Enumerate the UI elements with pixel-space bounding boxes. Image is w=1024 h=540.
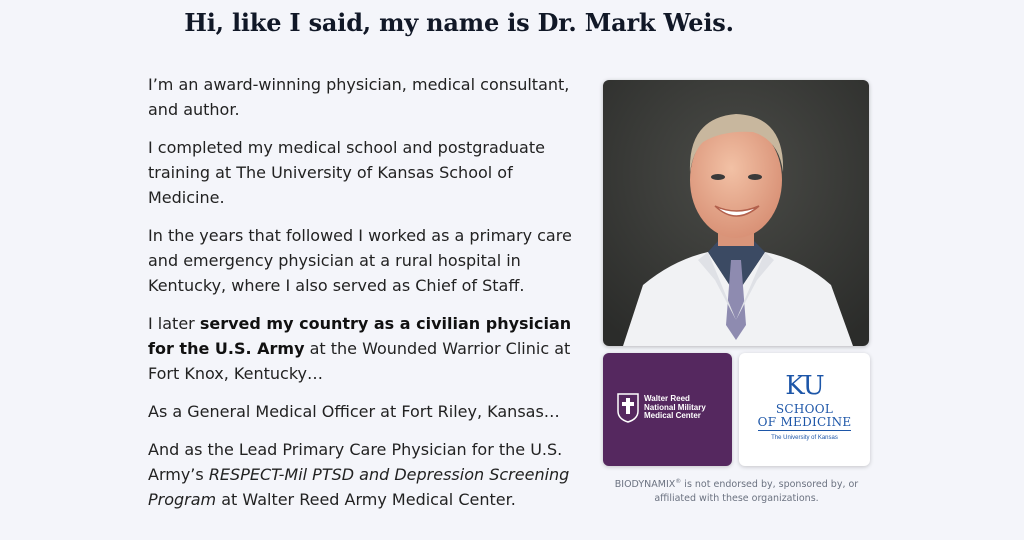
bio-paragraph bbox=[148, 437, 578, 512]
bio-paragraph bbox=[148, 72, 578, 122]
bio-text-span: In the years that followed I worked as a primary care and emergency physician at a rural hospital in Kentucky, where I also served as Chief of Staff. bbox=[148, 226, 572, 295]
walter-reed-text bbox=[644, 395, 724, 421]
registered-mark: ® bbox=[675, 478, 682, 485]
bio-text-span: And as the Lead Primary Care Physician for the U.S. Army’s bbox=[148, 440, 563, 484]
ku-school-text bbox=[739, 403, 870, 431]
disclaimer-body: is not endorsed by, sponsored by, or affiliated with these organizations. bbox=[654, 479, 859, 505]
bio-text bbox=[148, 72, 578, 525]
bio-paragraph bbox=[148, 311, 578, 386]
logo-text-line: Walter Reed bbox=[644, 394, 690, 404]
portrait-illustration bbox=[603, 80, 869, 346]
bio-text-span: at Walter Reed Army Medical Center. bbox=[216, 490, 516, 509]
bio-paragraph bbox=[148, 135, 578, 210]
bio-text-span: at the Wounded Warrior Clinic at Fort Knox, Kentucky… bbox=[148, 339, 571, 383]
bio-paragraph bbox=[148, 223, 578, 298]
logo-text-line: OF MEDICINE bbox=[757, 415, 852, 429]
shield-cross-icon bbox=[617, 393, 639, 423]
brand-name: BIODYNAMIX bbox=[614, 479, 676, 491]
bio-text-span: As a General Medical Officer at Fort Riley, Kansas… bbox=[148, 402, 560, 421]
logo-text-line: National Military bbox=[644, 402, 706, 412]
logo-text-line: SCHOOL bbox=[775, 402, 834, 416]
walter-reed-logo bbox=[603, 353, 732, 466]
page-title: Hi, like I said, my name is Dr. Mark Weis. bbox=[184, 8, 734, 37]
doctor-portrait bbox=[603, 80, 869, 346]
ku-university-text: The University of Kansas bbox=[771, 435, 838, 441]
disclaimer-text bbox=[603, 475, 870, 506]
bio-text-span: I’m an award-winning physician, medical consultant, and author. bbox=[148, 75, 570, 119]
bio-text-span: I completed my medical school and postgraduate training at The University of Kansas School of Medicine. bbox=[148, 138, 545, 207]
bio-text-span: I later bbox=[148, 314, 200, 333]
bio-paragraph bbox=[148, 399, 578, 424]
ku-mark: KU bbox=[785, 371, 824, 401]
program-name: RESPECT-Mil PTSD and Depression Screening Program bbox=[148, 465, 570, 509]
bio-bold-text: served my country as a civilian physician for the U.S. Army bbox=[148, 314, 572, 358]
logo-text-line: Medical Center bbox=[644, 411, 701, 421]
ku-school-of-medicine-logo bbox=[739, 353, 870, 466]
